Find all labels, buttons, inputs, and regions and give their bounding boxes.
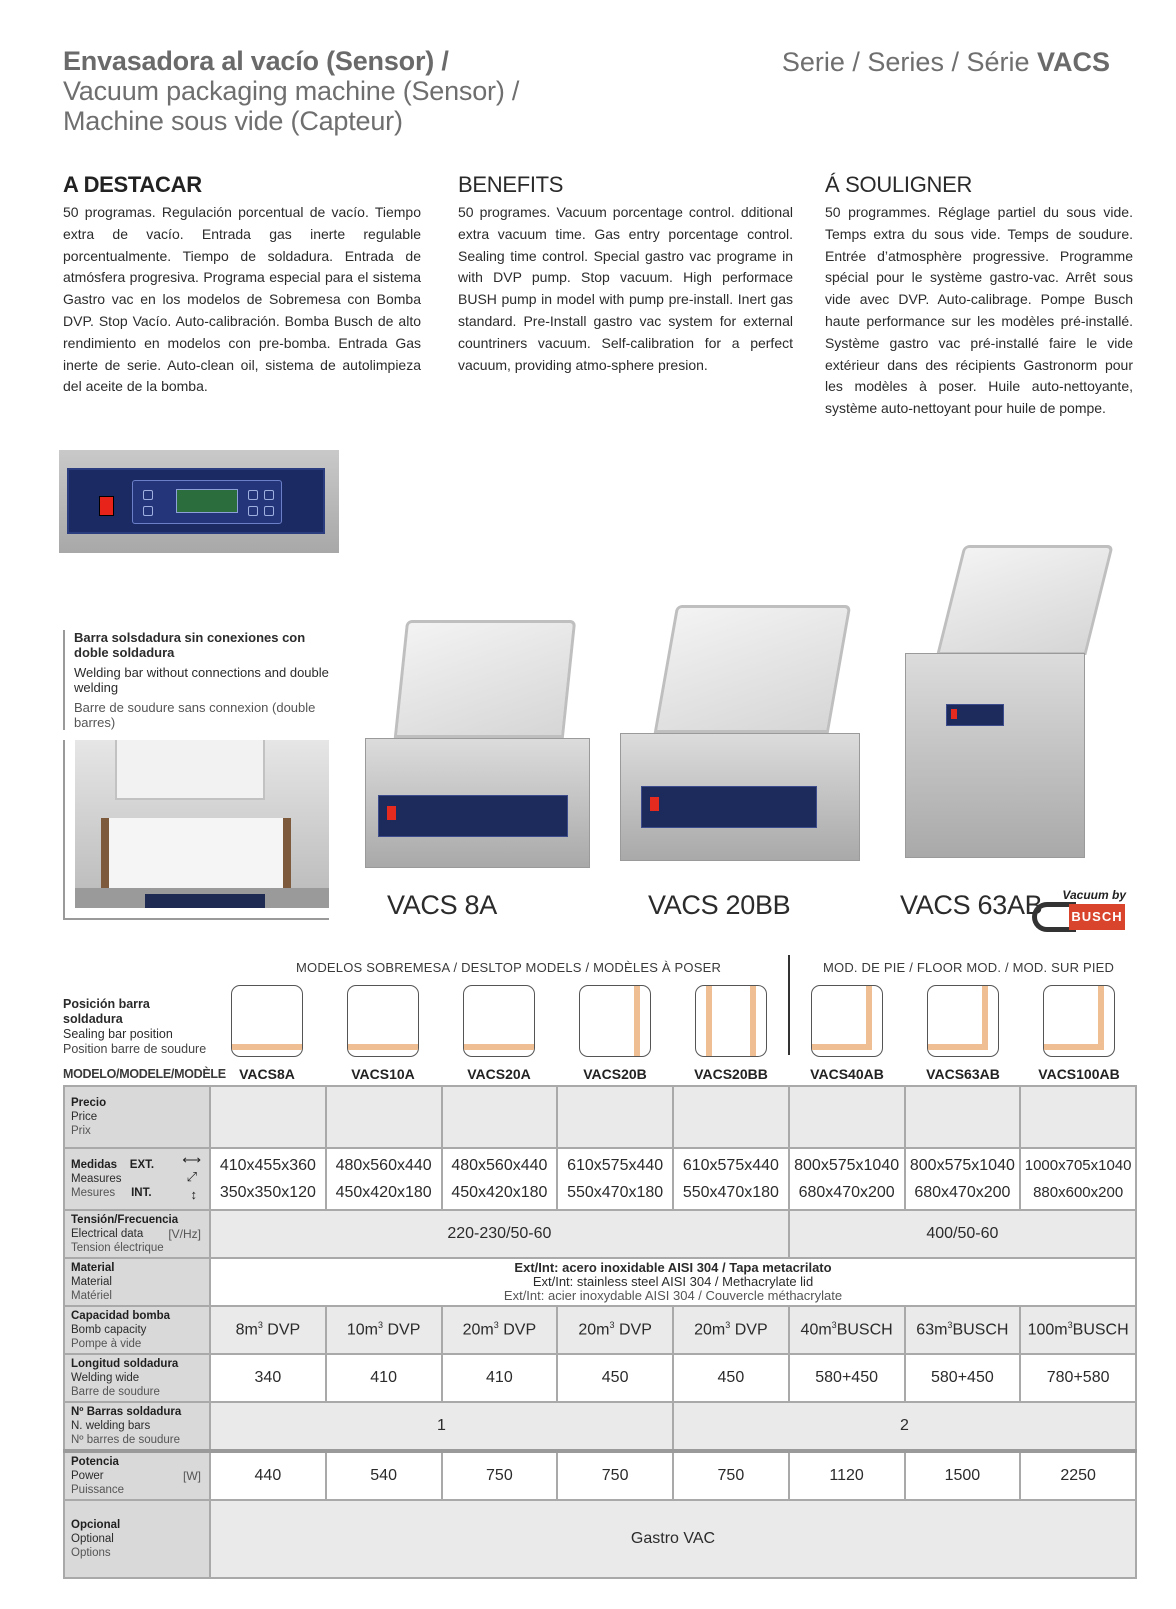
weld-length-value: 580+450 [789,1354,905,1402]
machine-base-shape [75,888,329,908]
measures-cell [1020,1148,1136,1210]
model-name-vacs63ab: VACS 63AB [900,890,1043,920]
welding-bars-shape [101,818,291,888]
measures-fr: Mesures [71,1187,116,1199]
power-value: 1120 [789,1451,905,1500]
weld-length-value: 780+580 [1020,1354,1136,1402]
model-header: VACS20BB [694,1066,768,1082]
power-value: 750 [442,1451,558,1500]
pump-value-exponent: 3 [1067,1320,1073,1331]
model-column-header: MODELO/MODELE/MODÈLE [63,1067,226,1081]
pump-value-exponent: 3 [725,1320,731,1331]
pump-value [326,1306,442,1354]
power-en-line [71,1469,203,1483]
series-label [782,46,1110,78]
control-keypad [132,480,282,524]
model-name-vacs8a: VACS 8A [387,890,497,920]
measures-cell [673,1148,789,1210]
pump-value-number: 100m [1027,1321,1068,1339]
price-cell [673,1086,789,1148]
model-header: VACS40AB [810,1066,884,1082]
power-value: 440 [210,1451,326,1500]
electrical-en: Electrical data [71,1228,144,1240]
material-value-es: Ext/Int: acero inoxidable AISI 304 / Tapa metacrilato [514,1260,832,1275]
optional-en: Optional [71,1533,114,1545]
price-cell [442,1086,558,1148]
measures-int-value: 350x350x120 [219,1184,316,1201]
sealing-bar-mark [706,986,712,1056]
row-optional [64,1500,1136,1578]
sealing-bar-mark [812,1044,872,1050]
sealing-bar-mark [866,986,872,1050]
row-label-power [64,1451,210,1500]
weld-length-value: 340 [210,1354,326,1402]
pump-value-type: DVP [383,1321,421,1339]
row-label-bars [64,1402,210,1451]
model-header: VACS63AB [926,1066,1000,1082]
weld-length-en: Welding wide [71,1372,140,1384]
horizontal-arrow-icon: ⟷ [182,1152,201,1167]
power-switch-icon [99,496,114,516]
price-cell [210,1086,326,1148]
measures-ext-value: 610x575x440 [567,1157,664,1174]
measures-int-value: 450x420x180 [451,1184,548,1201]
machine-image-vacs20bb [620,605,865,863]
machine-lid-shape [654,605,852,733]
row-weld-length [64,1354,1136,1402]
pump-value [557,1306,673,1354]
sealing-bar-label-fr: Position barre de soudure [63,1042,207,1056]
title-es: Envasadora al vacío (Sensor) / [63,46,449,76]
pump-value-exponent: 3 [257,1320,263,1331]
pump-value-type: BUSCH [1072,1321,1129,1339]
bars-fr: Nº barres de soudure [71,1434,181,1446]
row-bars [64,1402,1136,1451]
optional-fr: Options [71,1547,111,1559]
power-fr: Puissance [71,1484,125,1496]
price-cell [557,1086,673,1148]
model-header: VACS10A [351,1066,415,1082]
pump-value [905,1306,1021,1354]
electrical-es: Tensión/Frecuencia [71,1214,179,1226]
weld-length-value: 450 [673,1354,789,1402]
model-header: VACS20B [583,1066,647,1082]
features-heading-en: BENEFITS [458,172,564,197]
sealing-bar-mark [464,1044,534,1050]
price-en: Price [71,1111,98,1123]
measures-ext-value: 410x455x360 [219,1157,316,1174]
electrical-desktop-value: 220-230/50-60 [210,1210,789,1258]
pump-value-type: DVP [262,1321,301,1339]
pump-value [442,1306,558,1354]
price-fr: Prix [71,1125,91,1137]
sealing-bar-position-icon [231,985,303,1057]
model-name-vacs20bb: VACS 20BB [648,890,791,920]
measures-ext-value: 480x560x440 [335,1157,432,1174]
price-cell [326,1086,442,1148]
power-en: Power [71,1470,104,1482]
power-value: 2250 [1020,1451,1136,1500]
machine-panel-shape [641,786,817,828]
sealing-bar-mark [982,986,988,1050]
pump-value [1020,1306,1136,1354]
electrical-floor-value: 400/50-60 [789,1210,1136,1258]
material-value-en: Ext/Int: stainless steel AISI 304 / Methacrylate lid [532,1274,814,1289]
features-heading-es: A DESTACAR [63,172,202,197]
model-header: VACS8A [239,1066,295,1082]
control-panel [67,468,325,534]
group-label-desktop: MODELOS SOBREMESA / DESLTOP MODELS / MODÈLES À POSER [296,960,722,975]
weld-length-value: 410 [326,1354,442,1402]
title-fr: Machine sous vide (Capteur) [63,106,403,136]
sealing-bar-mark [348,1044,418,1050]
pump-value-number: 40m [800,1321,832,1339]
keypad-button-icon [143,490,153,500]
pump-value-exponent: 3 [493,1320,499,1331]
machine-lid-shape [936,545,1113,655]
machine-body-shape [905,653,1085,858]
control-panel-photo [59,450,339,553]
weld-caption-fr: Barre de soudure sans connexion (double barres) [74,700,316,730]
row-pump [64,1306,1136,1354]
price-cell [789,1086,905,1148]
row-material [64,1258,1136,1306]
measures-cell [326,1148,442,1210]
row-label-measures [64,1148,210,1210]
power-value: 750 [673,1451,789,1500]
measures-cell [789,1148,905,1210]
pump-es: Capacidad bomba [71,1310,171,1322]
model-header: VACS100AB [1038,1066,1120,1082]
electrical-unit: [V/Hz] [168,1227,201,1241]
sealing-bar-mark [1098,986,1104,1050]
pump-value-type: BUSCH [952,1321,1009,1339]
weld-length-value: 580+450 [905,1354,1021,1402]
pump-value-number: 10m [346,1321,378,1339]
group-divider [788,955,790,1055]
busch-brand: BUSCH [1069,904,1125,930]
measures-ext-value: 1000x705x1040 [1024,1157,1132,1174]
pump-value-number: 20m [578,1321,610,1339]
row-measures [64,1148,1136,1210]
bars-group2-value: 2 [673,1402,1136,1451]
keypad-button-icon [143,506,153,516]
series-name: VACS [1036,47,1110,77]
measures-int-value: 880x600x200 [1033,1184,1124,1201]
page-title [63,46,663,136]
row-power [64,1451,1136,1500]
pump-value-type: BUSCH [836,1321,893,1339]
pump-value-number: 8m [235,1321,258,1339]
pump-value-exponent: 3 [947,1320,953,1331]
measures-cell [210,1148,326,1210]
busch-vacuum-by: Vacuum by [1062,888,1126,902]
features-text-fr: 50 programmes. Réglage partiel du sous vide. Temps extra du sous vide. Temps de soudure. Entrée d’atmosphère progressive. Programme spécial pour le système gastro-vac. Arrêt sous vide avec DVP. Auto-calibrage. Pompe Busch haute performance sur les modèles pré-installé. Système gastro vac pré-installé faire le vide extérieur dans des récipients Gastronorm pour les modèles à poser. Huile auto-nettoyante, système auto-nettoyant pour huile de pompe. [825,204,1133,417]
machine-body-shape [365,738,590,868]
welding-bar-image [75,740,329,908]
machine-body-shape [620,733,860,861]
row-label-material [64,1258,210,1306]
power-value: 540 [326,1451,442,1500]
measures-en: Measures [71,1173,122,1185]
measures-int-value: 680x470x200 [798,1184,895,1201]
bars-group1-value: 1 [210,1402,673,1451]
price-es: Precio [71,1097,107,1109]
features-text-es: 50 programas. Regulación porcentual de vacío. Tiempo extra de vacío. Entrada gas inerte regulable porcentualmente. Tiempo de soldadura. Entrada de atmósfera progresiva. Programa especial para el sistema Gastro vac en los modelos de Sobremesa con Bomba DVP. Stop Vacío. Auto-calibración. Bomba Busch de alto rendimiento en modelos con pre-bomba. Entrada Gas inerte de serie. Auto-clean oil, sistema de autolimpieza del aceite de la bomba. [63,204,421,395]
electrical-fr: Tension électrique [71,1242,164,1254]
power-value: 1500 [905,1451,1021,1500]
sealing-bar-position-icon [695,985,767,1057]
spec-table [63,1085,1137,1579]
measures-ext-value: 610x575x440 [682,1157,779,1174]
row-label-price [64,1086,210,1148]
weld-caption-en: Welding bar without connections and double welding [74,665,329,695]
weld-length-fr: Barre de soudure [71,1386,160,1398]
measures-ext-value: 800x575x1040 [794,1157,900,1174]
machine-panel-shape [378,795,568,837]
sealing-bar-mark [750,986,756,1056]
price-cell [1020,1086,1136,1148]
measures-es: Medidas [71,1159,118,1171]
material-en: Material [71,1276,112,1288]
welding-bar-caption [63,630,333,730]
keypad-button-icon [264,490,274,500]
weld-length-value: 410 [442,1354,558,1402]
pump-value [673,1306,789,1354]
power-unit: [W] [183,1469,201,1483]
sealing-bar-position-icon [579,985,651,1057]
features-en [458,172,793,376]
keypad-button-icon [264,506,274,516]
features-fr [825,172,1133,420]
measures-ext-value: 480x560x440 [451,1157,548,1174]
sealing-bar-position-icon [463,985,535,1057]
sealing-bar-mark [634,986,640,1056]
pump-value-exponent: 3 [831,1320,837,1331]
measures-int-value: 550x470x180 [567,1184,664,1201]
pump-value-type: DVP [498,1321,537,1339]
keypad-button-icon [248,506,258,516]
lid-shape [115,740,265,800]
sealing-bar-label-en: Sealing bar position [63,1027,173,1041]
measures-fr-line [71,1186,203,1200]
weld-length-es: Longitud soldadura [71,1358,179,1370]
pump-value [210,1306,326,1354]
pump-value-number: 20m [694,1321,726,1339]
row-price [64,1086,1136,1148]
sealing-bar-mark [232,1044,302,1050]
measures-cell [442,1148,558,1210]
machine-panel-shape [946,704,1004,726]
machine-image-vacs63ab [895,545,1115,865]
welding-bar-photo [63,740,329,920]
pump-fr: Pompe à vide [71,1338,142,1350]
measures-cell [557,1148,673,1210]
sealing-bar-position-icon [347,985,419,1057]
group-label-floor: MOD. DE PIE / FLOOR MOD. / MOD. SUR PIED [823,960,1115,975]
bars-en: N. welding bars [71,1420,151,1432]
row-label-optional [64,1500,210,1578]
measures-ext-label: EXT. [129,1159,155,1171]
features-es [63,172,421,398]
pump-value-exponent: 3 [609,1320,615,1331]
busch-logo [1032,888,1126,936]
material-value-fr: Ext/Int: acier inoxydable AISI 304 / Couvercle méthacrylate [503,1288,843,1303]
measures-int-value: 450x420x180 [335,1184,432,1201]
price-cell [905,1086,1021,1148]
material-es: Material [71,1262,115,1274]
features-text-en: 50 programes. Vacuum porcentage control. dditional extra vacuum time. Gas entry porcentage control. Sealing time control. Special gastro vac programe in with DVP pump. Stop vacuum. High performace BUSH pump in model with pump pre-install. Inert gas standard. Pre-Install gastro vac system for external countriners vacuum. Self-calibration for a perfect vacuum, providing atmo-sphere presion. [458,204,793,373]
weld-caption-es: Barra solsdadura sin conexiones con doble soldadura [74,630,306,660]
weld-length-value: 450 [557,1354,673,1402]
machine-lid-shape [394,620,576,738]
sealing-bar-position-icon [811,985,883,1057]
sealing-bar-mark [928,1044,988,1050]
sealing-bar-label-es: Posición barra soldadura [63,997,150,1026]
pump-en: Bomb capacity [71,1324,147,1336]
measures-int-label: INT. [131,1187,152,1199]
optional-es: Opcional [71,1519,121,1531]
row-label-weld-length [64,1354,210,1402]
features-heading-fr: Á SOULIGNER [825,172,973,197]
row-label-pump [64,1306,210,1354]
series-prefix: Serie / Series / Série [781,47,1037,77]
measures-ext-value: 800x575x1040 [909,1157,1015,1174]
vertical-arrow-icon: ↕ [190,1187,197,1202]
pump-value-exponent: 3 [378,1320,384,1331]
model-header: VACS20A [467,1066,531,1082]
measures-cell [905,1148,1021,1210]
row-label-electrical [64,1210,210,1258]
keypad-button-icon [248,490,258,500]
machine-image-vacs8a [360,620,600,870]
sealing-bar-position-icon [927,985,999,1057]
measures-int-value: 680x470x200 [914,1184,1011,1201]
diagonal-arrow-icon: ⤢ [186,1169,197,1184]
measures-int-value: 550x470x180 [682,1184,779,1201]
bars-es: Nº Barras soldadura [71,1406,182,1418]
pump-value-type: DVP [614,1321,652,1339]
lcd-display [176,489,238,513]
power-value: 750 [557,1451,673,1500]
electrical-en-line [71,1227,203,1241]
optional-value: Gastro VAC [210,1500,1136,1578]
pump-value [789,1306,905,1354]
sealing-bar-label [63,997,213,1057]
material-fr: Matériel [71,1290,112,1302]
pump-value-type: DVP [730,1321,768,1339]
row-electrical [64,1210,1136,1258]
pump-value-number: 20m [462,1321,494,1339]
pump-value-number: 63m [916,1321,948,1339]
sealing-bar-mark [1044,1044,1104,1050]
title-en: Vacuum packaging machine (Sensor) / [63,76,520,106]
power-es: Potencia [71,1456,119,1468]
material-value [210,1258,1136,1306]
sealing-bar-position-icon [1043,985,1115,1057]
